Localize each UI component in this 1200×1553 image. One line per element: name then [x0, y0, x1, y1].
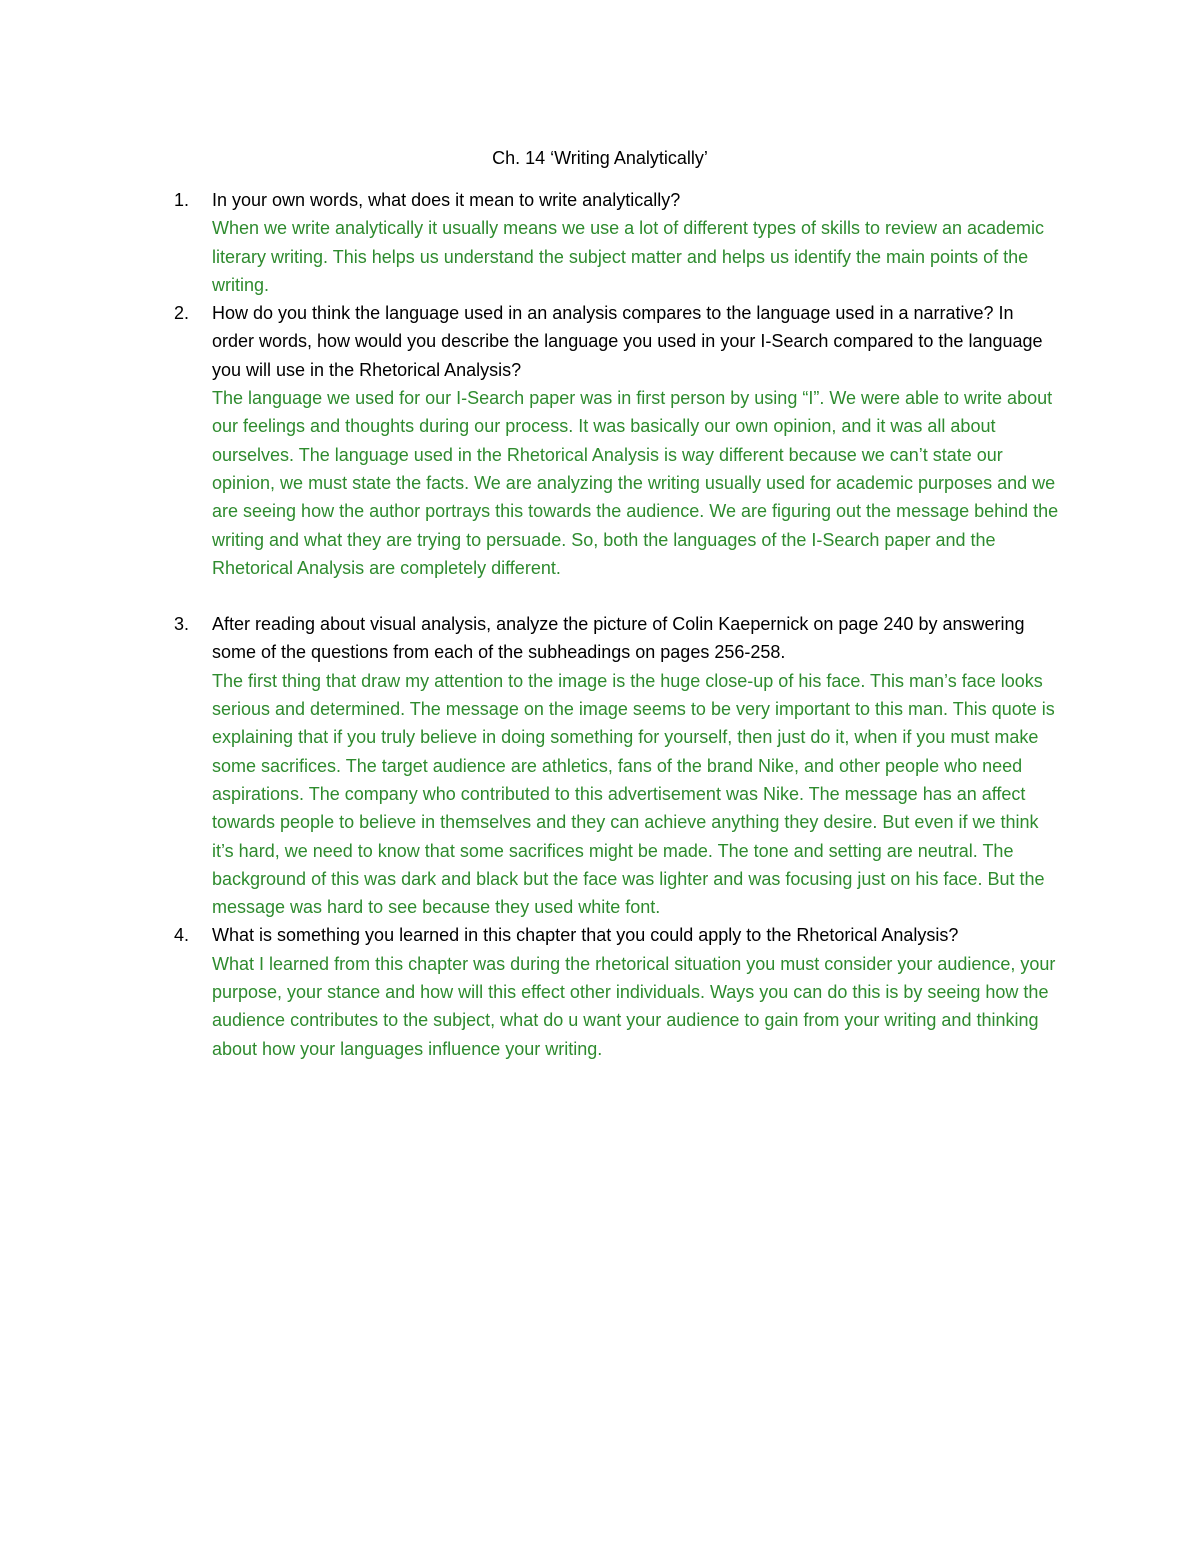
answer-text: The language we used for our I-Search paper was in first person by using “I”. We were able to write about our feelings and thoughts during our process. It was basically our own opinion, and it was all about ourselves. The language used in the Rhetorical Analysis is way different because we can’t state our opinion, we must state the facts. We are analyzing the writing usually used for academic purposes and we are seeing how the author portrays this towards the audience. We are figuring out the message behind the writing and what they are trying to persuade. So, both the languages of the I-Search paper and the Rhetorical Analysis are completely different.: [212, 388, 1059, 578]
question-item-1: [160, 186, 1060, 299]
question-number: 1.: [174, 190, 190, 210]
question-text: How do you think the language used in an analysis compares to the language used in a narrative? In order words, how would you describe the language you used in your I-Search compared to the language you will use in the Rhetorical Analysis?: [212, 303, 1043, 380]
answer-text: The first thing that draw my attention to the image is the huge close-up of his face. This man’s face looks serious and determined. The message on the image seems to be very important to this man. This quote is explaining that if you truly believe in doing something for yourself, then just do it, when if you must make some sacrifices. The target audience are athletics, fans of the brand Nike, and other people who need aspirations. The company who contributed to this advertisement was Nike. The message has an affect towards people to believe in themselves and they can achieve anything they desire. But even if we think it’s hard, we need to know that some sacrifices might be made. The tone and setting are neutral. The background of this was dark and black but the face was lighter and was focusing just on his face. But the message was hard to see because they used white font.: [212, 670, 1055, 918]
question-number: 3.: [174, 614, 190, 635]
answer-text: What I learned from this chapter was during the rhetorical situation you must consider your audience, your purpose, your stance and how will this effect other individuals. Ways you can do this is by seeing how the audience contributes to the subject, what do u want your audience to gain from your writing and thinking about how your languages influence your writing.: [212, 953, 1056, 1059]
question-item-3: [160, 610, 1060, 921]
question-text: In your own words, what does it mean to write analytically?: [212, 190, 681, 210]
answer-text: When we write analytically it usually means we use a lot of different types of skills to review an academic literary writing. This helps us understand the subject matter and helps us identify the main points of the writing.: [212, 218, 1045, 295]
question-number: 2.: [174, 303, 190, 324]
question-number: 4.: [174, 925, 190, 946]
document-title: Ch. 14 ‘Writing Analytically’: [492, 148, 708, 168]
question-text: What is something you learned in this chapter that you could apply to the Rhetorical Analysis?: [212, 925, 959, 946]
question-item-4: [160, 921, 1060, 1062]
question-item-2: [160, 299, 1060, 582]
question-list: [160, 186, 1060, 1063]
question-text: After reading about visual analysis, analyze the picture of Colin Kaepernick on page 240 by answering some of the questions from each of the subheadings on pages 256-258.: [212, 614, 1025, 663]
